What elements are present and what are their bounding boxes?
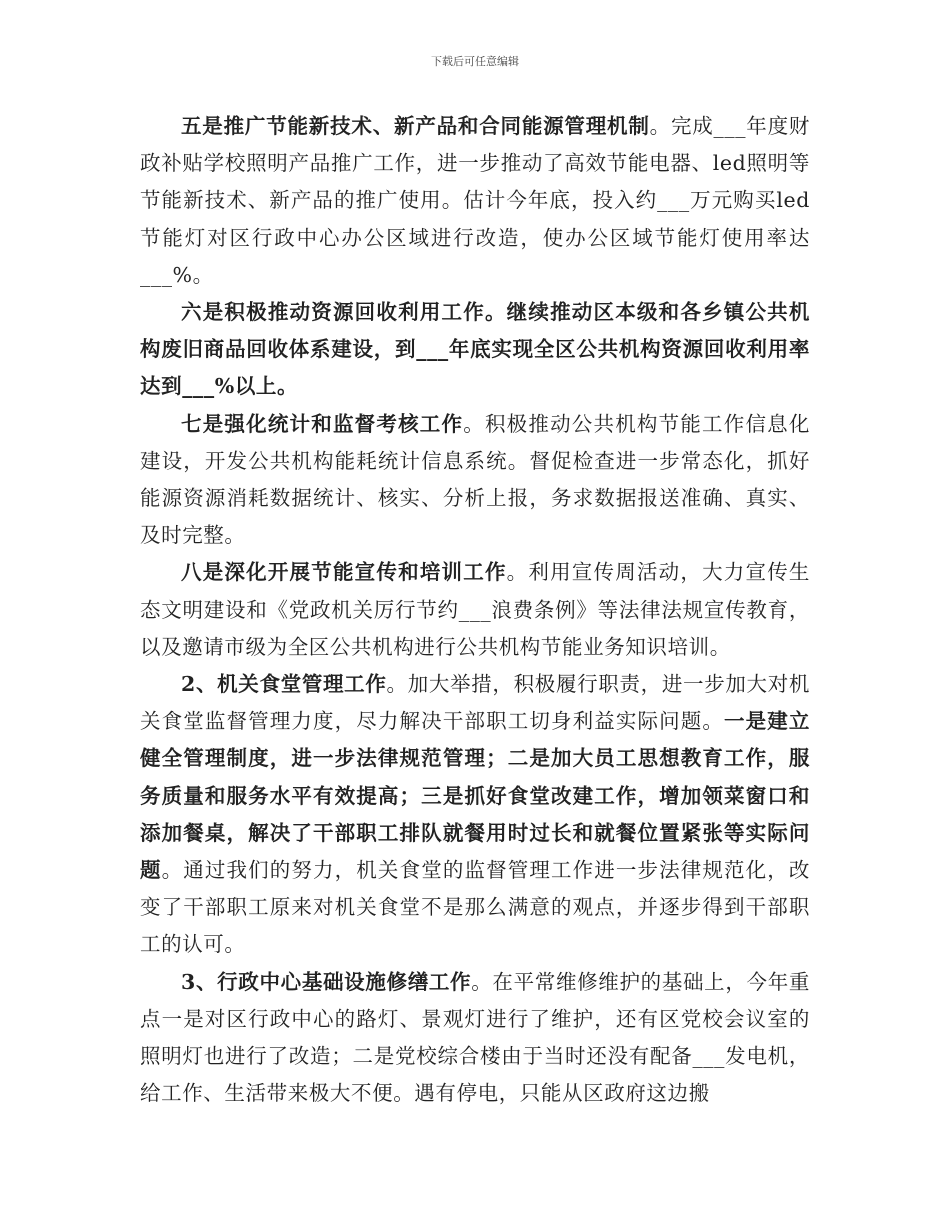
paragraph-energy-tech	[140, 108, 810, 294]
paragraph-statistics	[140, 406, 810, 555]
paragraph-canteen	[140, 666, 810, 964]
paragraph-heading: 六是积极推动资源回收利用工作。继续推动区本级和各乡镇公共机构废旧商品回收体系建设，到___年底实现全区公共机构资源回收利用率达到___%以上。	[140, 300, 810, 399]
paragraph-heading: 八是深化开展节能宣传和培训工作	[181, 560, 507, 585]
paragraph-text: 。积极推动公共机构节能工作信息化建设，开发公共机构能耗统计信息系统。督促检查进一步常态化，抓好能源资源消耗数据统计、核实、分析上报，务求数据报送准确、真实、及时完整。	[140, 411, 810, 548]
paragraph-text: 。加大举措，积极履行职责，进一步加大对机关食堂监督管理力度，尽力解决干部职工切身利益实际问题。	[140, 672, 811, 734]
paragraph-heading: 3、行政中心基础设施修缮工作	[181, 969, 472, 994]
paragraph-text: 。通过我们的努力，机关食堂的监督管理工作进一步法律规范化，改变了干部职工原来对机关食堂不是那么满意的观点，并逐步得到干部职工的认可。	[140, 858, 810, 957]
paragraph-heading: 七是强化统计和监督考核工作	[181, 411, 464, 436]
paragraph-text: 。在平常维修维护的基础上，今年重点一是对区行政中心的路灯、景观灯进行了维护，还有区党校会议室的照明灯也进行了改造；二是党校综合楼由于当时还没有配备___发电机，给工作、生活带来极大不便。遇有停电，只能从区政府这边搬	[140, 969, 810, 1106]
paragraph-text: 。利用宣传周活动，大力宣传生态文明建设和《党政机关厉行节约___浪费条例》等法律法规宣传教育，以及邀请市级为全区公共机构进行公共机构节能业务知识培训。	[140, 560, 811, 659]
paragraph-facilities	[140, 964, 810, 1113]
document-body	[140, 108, 810, 1112]
paragraph-heading: 五是推广节能新技术、新产品和合同能源管理机制	[181, 114, 650, 138]
paragraph-publicity	[140, 554, 810, 666]
paragraph-emphasis: 一是建立健全管理制度，进一步法律规范管理；二是加大员工思想教育工作，服务质量和服务水平有效提高；三是抓好食堂改建工作，增加领菜窗口和添加餐桌，解决了干部职工排队就餐用时过长和就餐位置紧张等实际问题	[140, 709, 810, 883]
paragraph-recycling	[140, 294, 810, 406]
paragraph-text: 。完成___年度财政补贴学校照明产品推广工作，进一步推动了高效节能电器、led照明等节能新技术、新产品的推广使用。估计今年底，投入约___万元购买led节能灯对区行政中心办公区域进行改造，使办公区域节能灯使用率达___%。	[140, 114, 810, 287]
paragraph-heading: 2、机关食堂管理工作	[181, 672, 387, 697]
page-header: 下载后可任意编辑	[431, 55, 519, 68]
